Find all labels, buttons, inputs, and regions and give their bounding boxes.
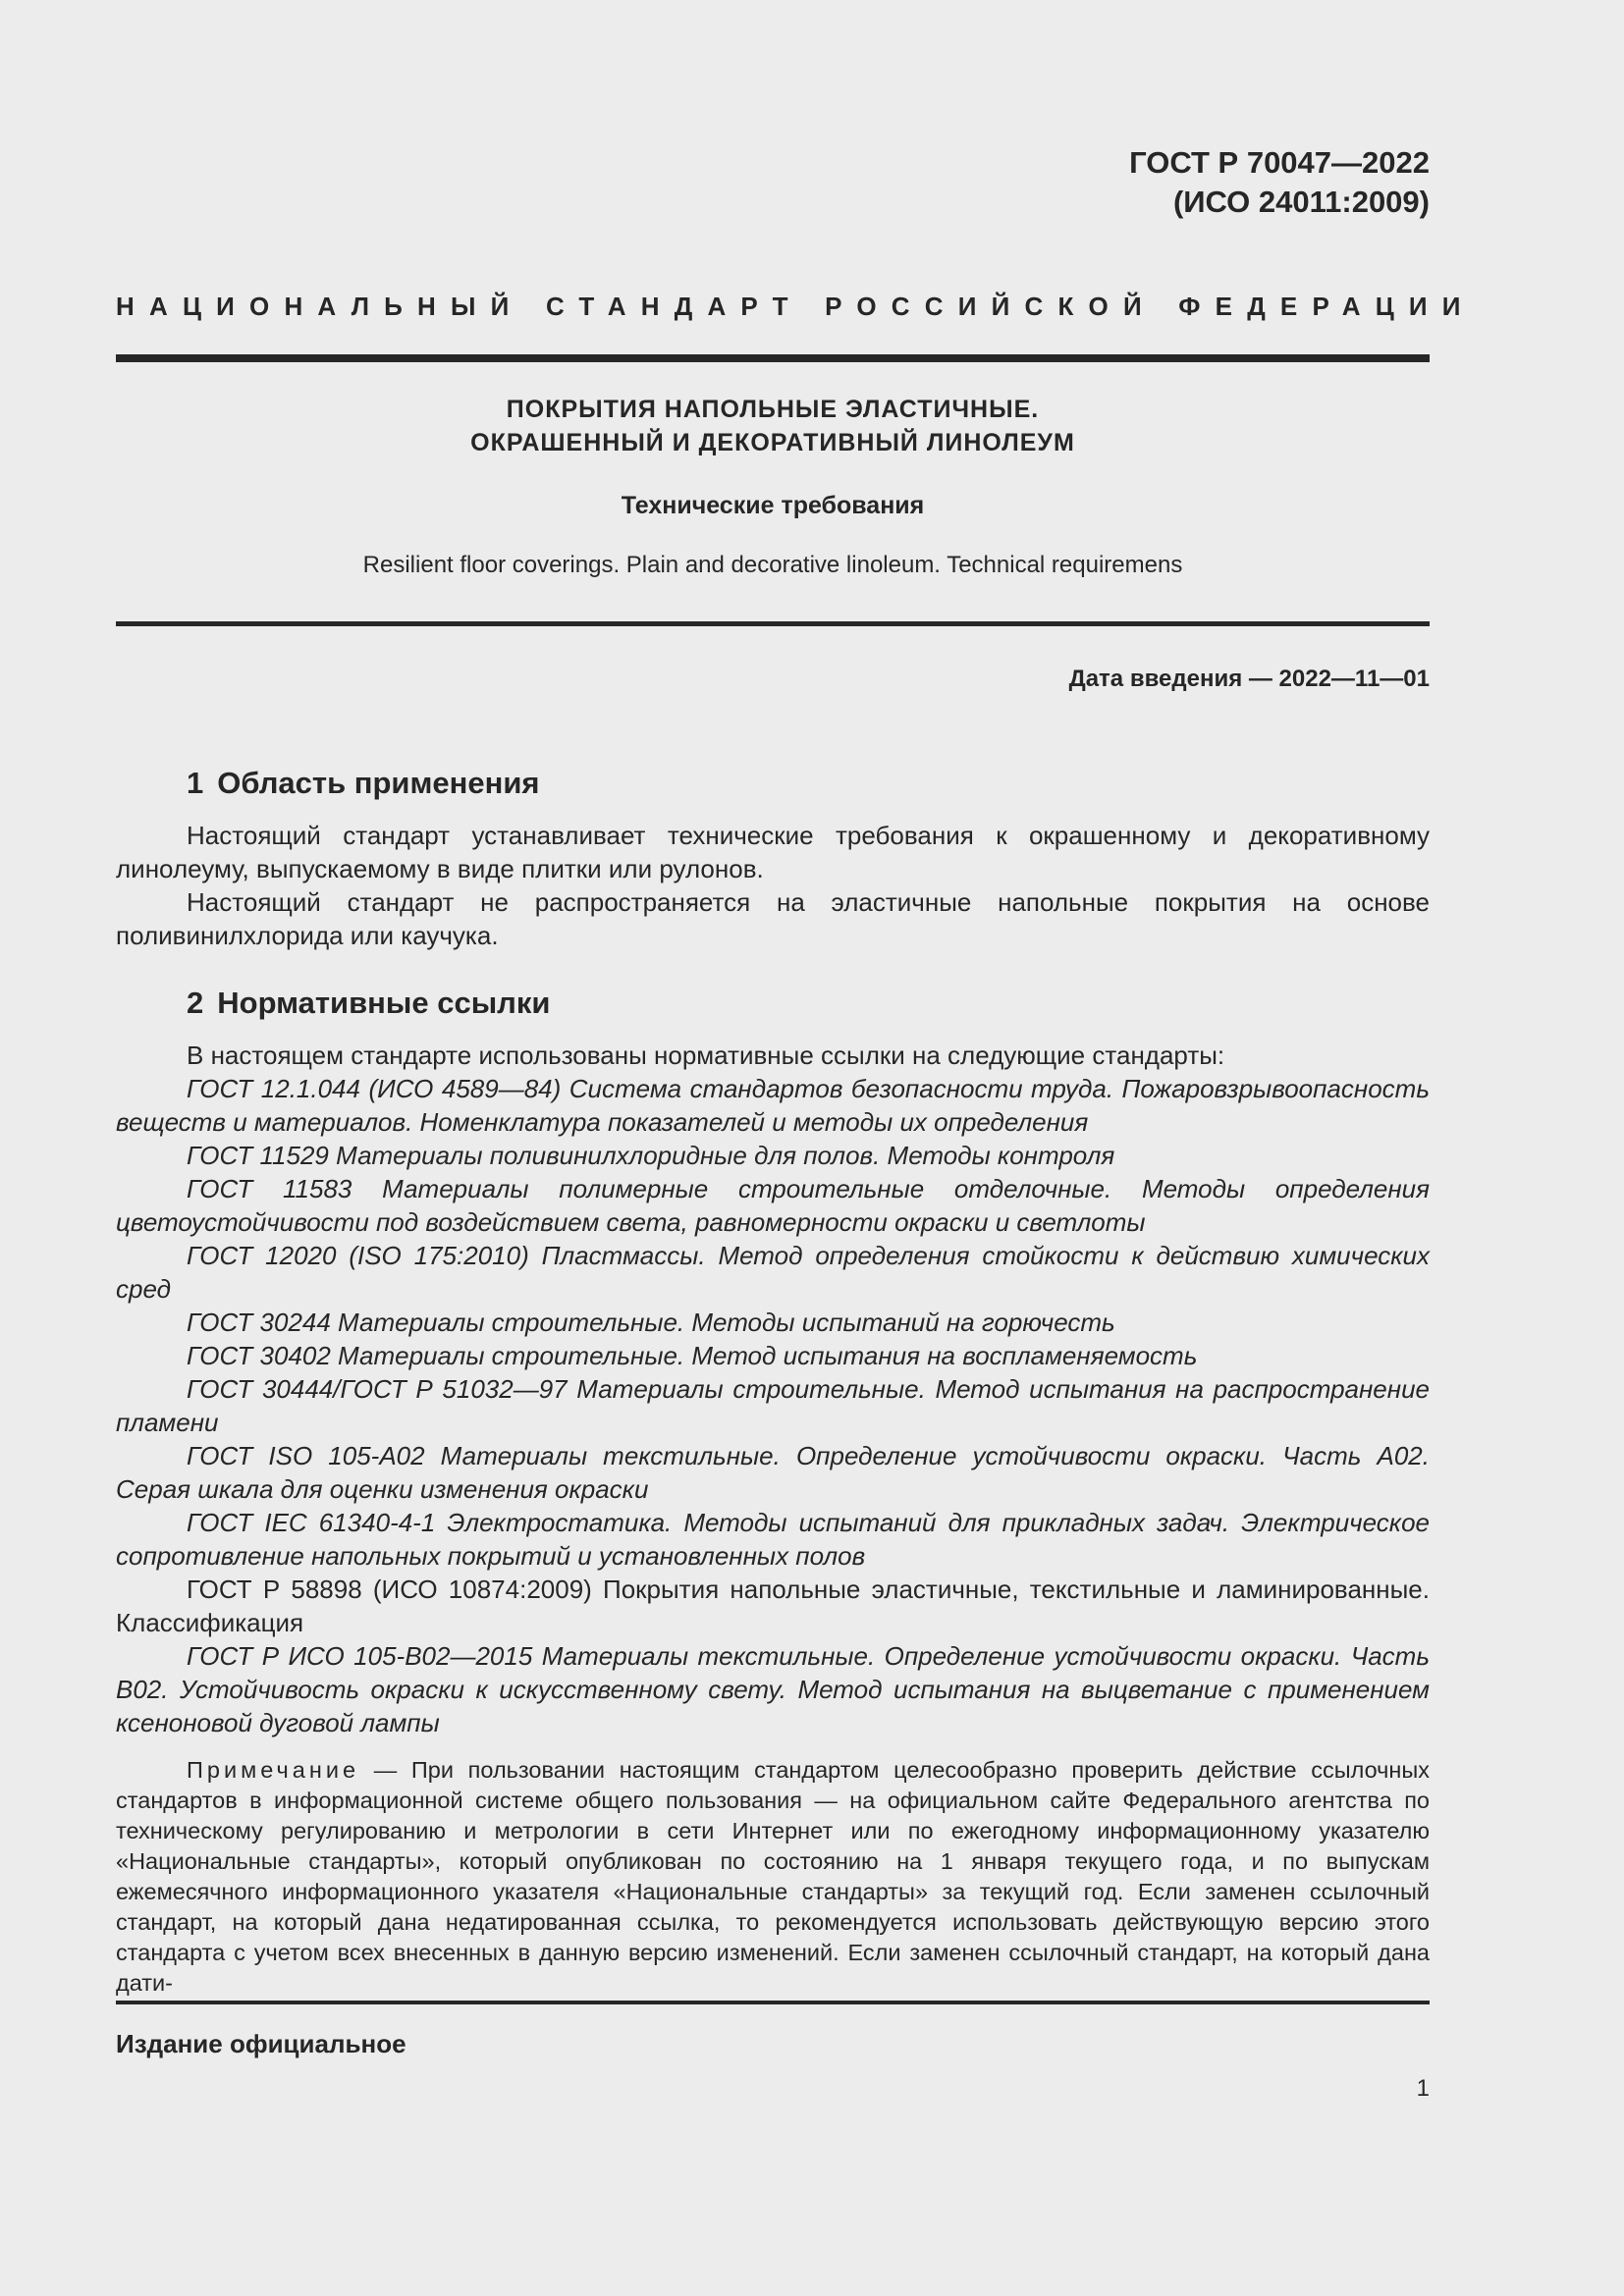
section-heading-references: [116, 982, 1430, 1025]
reference-item: ГОСТ 30402 Материалы строительные. Метод испытания на воспламеняемость: [187, 1341, 1198, 1370]
page-number: 1: [1416, 2075, 1430, 2102]
note-text: — При пользовании настоящим стандартом целесообразно проверить действие ссылочных стандартов в информационной системе общего пользования — на официальном сайте Федерального агентства по техническому регулированию и метрологии в сети Интернет или по ежегодному информационному указателю «Национальные стандарты», который опубликован по состоянию на 1 января текущего года, и по выпускам ежемесячного информационного указателя «Национальные стандарты» за текущий год. Если заменен ссылочный стандарт, на который дана недатированная ссылка, то рекомендуется использовать действующую версию этого стандарта с учетом всех внесенных в данную версию изменений. Если заменен ссылочный стандарт, на который дана дати-: [116, 1757, 1430, 1996]
reference-item: ГОСТ 12.1.044 (ИСО 4589—84) Система стандартов безопасности труда. Пожаровзрывоопасность веществ и материалов. Номенклатура показателей и методы их определения: [116, 1074, 1430, 1137]
section-number: 2: [187, 986, 204, 1020]
document-code: [1129, 143, 1430, 222]
document-title-line-1: ПОКРЫТИЯ НАПОЛЬНЫЕ ЭЛАСТИЧНЫЕ.: [506, 396, 1040, 423]
reference-item: ГОСТ 11529 Материалы поливинилхлоридные для полов. Методы контроля: [187, 1141, 1115, 1170]
section-title: Область применения: [217, 766, 540, 800]
document-title-line-2: ОКРАШЕННЫЙ И ДЕКОРАТИВНЫЙ ЛИНОЛЕУМ: [470, 429, 1075, 456]
reference-item: ГОСТ Р ИСО 105-B02—2015 Материалы текстильные. Определение устойчивости окраски. Часть B02. Устойчивость окраски к искусственному свету. Метод испытания на выцветание с применением ксеноновой дуговой лампы: [116, 1641, 1430, 1737]
section-title: Нормативные ссылки: [217, 986, 551, 1020]
document-body: [116, 762, 1430, 2022]
footer-divider: [116, 2001, 1430, 2004]
paragraph: Настоящий стандарт устанавливает технические требования к окрашенному и декоративному линолеуму, выпускаемому в виде плитки или рулонов.: [116, 821, 1430, 883]
document-code-gost: ГОСТ Р 70047—2022: [1129, 145, 1430, 180]
section-references-body: [116, 1039, 1430, 1999]
national-standard-banner: НАЦИОНАЛЬНЫЙ СТАНДАРТ РОССИЙСКОЙ ФЕДЕРАЦИИ: [116, 292, 1476, 321]
reference-item: ГОСТ 30244 Материалы строительные. Методы испытаний на горючесть: [187, 1308, 1115, 1337]
document-code-iso: (ИСО 24011:2009): [1172, 185, 1430, 219]
document-subtitle: Технические требования: [621, 492, 925, 519]
section-number: 1: [187, 766, 204, 800]
note-paragraph: [116, 1755, 1430, 1999]
note-label: Примечание: [187, 1757, 360, 1783]
title-divider: [116, 621, 1430, 626]
references-intro: В настоящем стандарте использованы нормативные ссылки на следующие стандарты:: [187, 1041, 1225, 1070]
section-scope-body: [116, 819, 1430, 952]
edition-label: Издание официальное: [116, 2029, 406, 2058]
section-heading-scope: [116, 762, 1430, 805]
introduction-date: Дата введения — 2022—11—01: [1068, 666, 1430, 692]
document-title: [116, 393, 1430, 459]
paragraph: Настоящий стандарт не распространяется на эластичные напольные покрытия на основе поливинилхлорида или каучука.: [116, 887, 1430, 950]
reference-item: ГОСТ ISO 105-A02 Материалы текстильные. Определение устойчивости окраски. Часть A02. Серая шкала для оценки изменения окраски: [116, 1441, 1430, 1504]
reference-item: ГОСТ Р 58898 (ИСО 10874:2009) Покрытия напольные эластичные, текстильные и ламинированные. Классификация: [116, 1575, 1430, 1637]
header-divider: [116, 354, 1430, 362]
reference-item: ГОСТ IEC 61340-4-1 Электростатика. Методы испытаний для прикладных задач. Электрическое сопротивление напольных покрытий и установленных полов: [116, 1508, 1430, 1571]
english-title: Resilient floor coverings. Plain and decorative linoleum. Technical requiremens: [362, 552, 1183, 578]
reference-item: ГОСТ 11583 Материалы полимерные строительные отделочные. Методы определения цветоустойчивости под воздействием света, равномерности окраски и светлоты: [116, 1174, 1430, 1237]
reference-item: ГОСТ 12020 (ISO 175:2010) Пластмассы. Метод определения стойкости к действию химических сред: [116, 1241, 1430, 1304]
reference-item: ГОСТ 30444/ГОСТ Р 51032—97 Материалы строительные. Метод испытания на распространение пламени: [116, 1374, 1430, 1437]
